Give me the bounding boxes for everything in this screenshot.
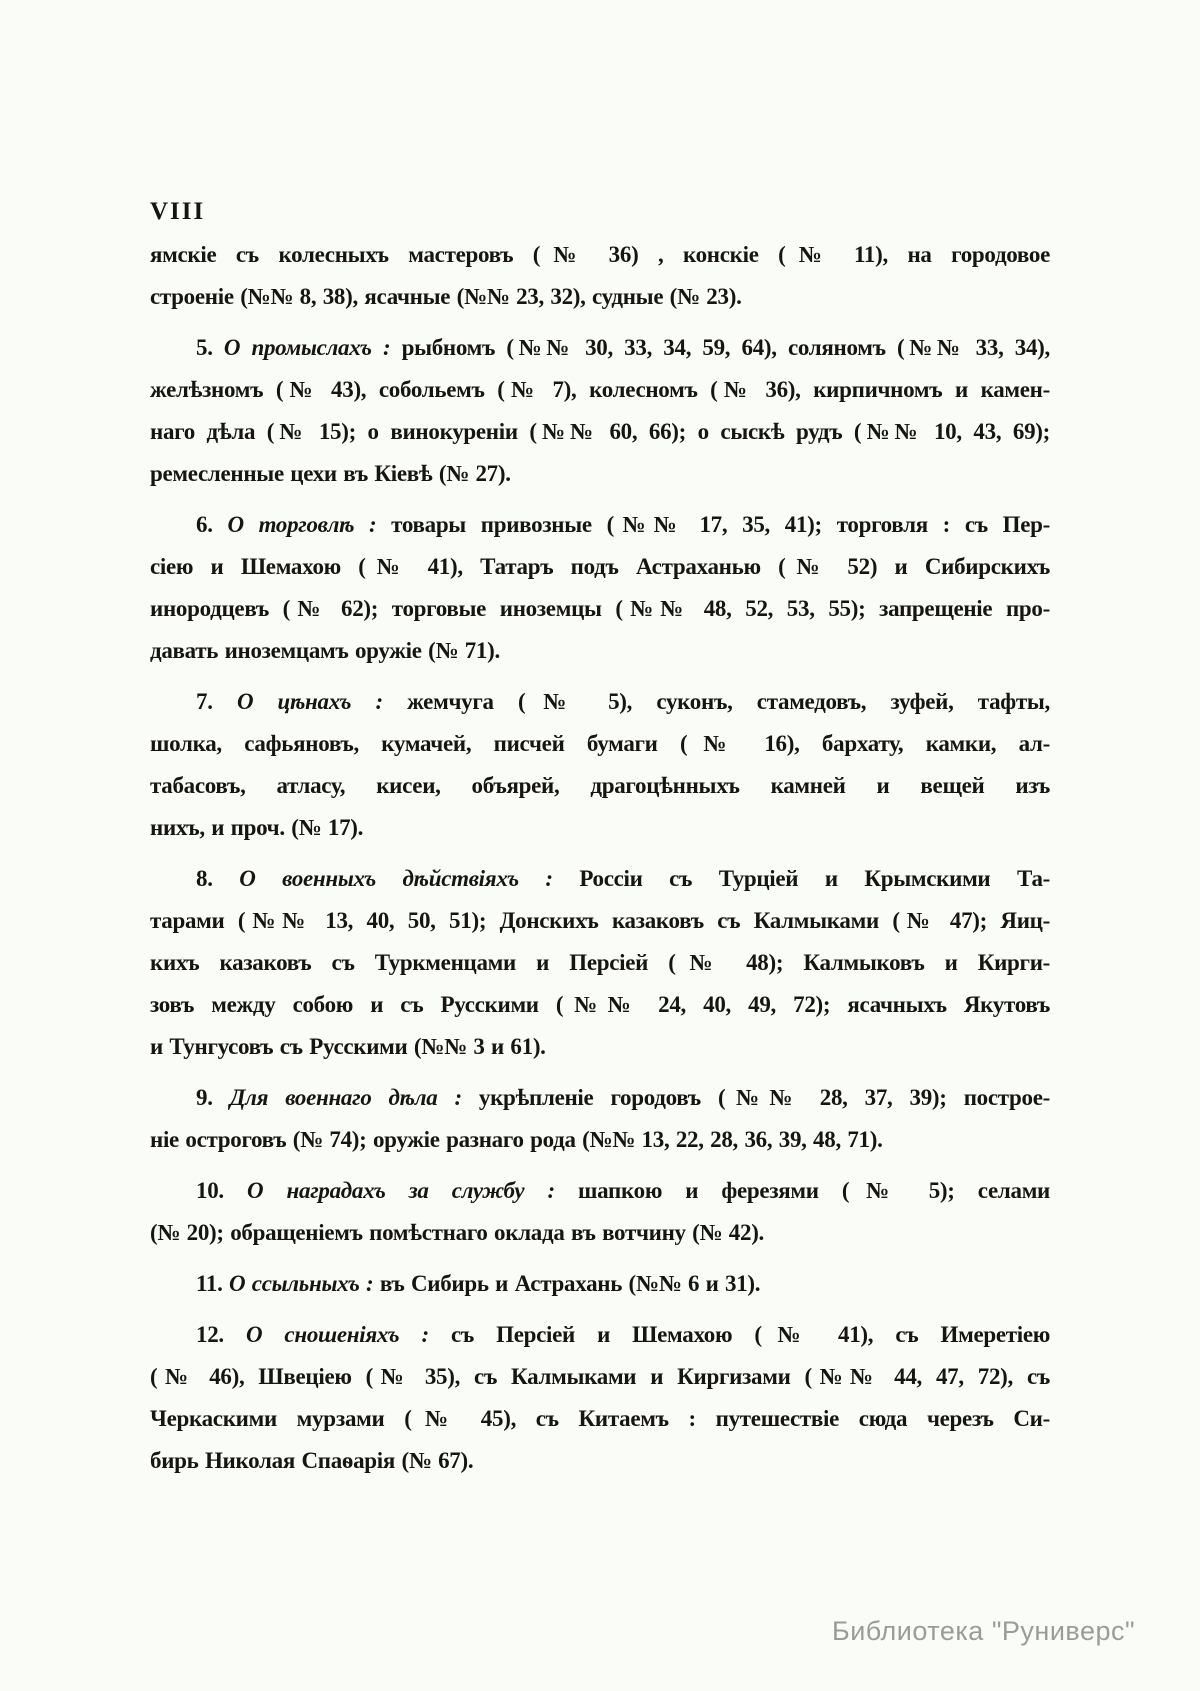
section-number: 8. — [196, 866, 213, 891]
paragraph-section-6 — [150, 504, 1050, 672]
text-line: нихъ, и проч. (№ 17). — [150, 815, 364, 840]
text-line: ремесленные цехи въ Кіевѣ (№ 27). — [150, 461, 511, 486]
section-text: укрѣпленіе городовъ (№№ 28, 37, 39); построе- — [478, 1085, 1050, 1110]
section-title: О промыслахъ : — [223, 335, 391, 360]
section-title: О торговлѣ : — [227, 512, 377, 537]
section-title: О военныхъ дѣйствіяхъ : — [239, 866, 553, 891]
page-number: VIII — [150, 198, 206, 225]
section-text: въ Сибирь и Астрахань (№№ 6 и 31). — [379, 1271, 761, 1296]
section-title: О сношеніяхъ : — [246, 1322, 429, 1347]
section-text: шапкою и ферезями (№ 5); селами — [578, 1178, 1051, 1203]
text-line: тарами (№№ 13, 40, 50, 51); Донскихъ казаковъ съ Калмыками (№ 47); Яиц- — [150, 908, 1050, 933]
text-line: желѣзномъ (№ 43), собольемъ (№ 7), колесномъ (№ 36), кирпичномъ и камен- — [150, 377, 1050, 402]
section-text: жемчуга (№ 5), суконъ, стамедовъ, зуфей, тафты, — [407, 689, 1051, 714]
library-watermark: Библиотека "Руниверс" — [832, 1616, 1136, 1646]
section-number: 9. — [196, 1085, 213, 1110]
text-line: Черкаскими мурзами (№ 45), съ Китаемъ : путешествіе сюда черезъ Си- — [150, 1406, 1050, 1431]
section-text: съ Персіей и Шемахою (№ 41), съ Имеретіею — [450, 1322, 1051, 1347]
section-first-line — [150, 858, 1050, 900]
section-number: 12. — [196, 1322, 224, 1347]
text-line: (№ 46), Швеціею (№ 35), съ Калмыками и Киргизами (№№ 44, 47, 72), съ — [150, 1364, 1050, 1389]
section-first-line — [150, 504, 1050, 546]
paragraph-section-8 — [150, 858, 1050, 1068]
text-line: (№ 20); обращеніемъ помѣстнаго оклада въ вотчину (№ 42). — [150, 1220, 765, 1245]
paragraph-section-7 — [150, 681, 1050, 849]
text-line: кихъ казаковъ съ Туркменцами и Персіей (№ 48); Калмыковъ и Кирги- — [150, 950, 1050, 975]
section-number: 10. — [196, 1178, 224, 1203]
text-line: давать иноземцамъ оружіе (№ 71). — [150, 638, 500, 663]
paragraph-section-10 — [150, 1170, 1050, 1254]
text-line: строеніе (№№ 8, 38), ясачные (№№ 23, 32), судные (№ 23). — [150, 284, 742, 309]
section-text: рыбномъ (№№ 30, 33, 34, 59, 64), соляномъ (№№ 33, 34), — [401, 335, 1050, 360]
section-first-line — [150, 327, 1050, 369]
paragraph-section-12 — [150, 1314, 1050, 1482]
section-first-line — [150, 1077, 1050, 1119]
section-number: 11. — [196, 1271, 223, 1296]
section-first-line — [150, 1263, 1050, 1305]
paragraph-section-11 — [150, 1263, 1050, 1305]
section-title: О цѣнахъ : — [236, 689, 383, 714]
section-number: 7. — [196, 689, 213, 714]
section-first-line — [150, 1314, 1050, 1356]
section-title: О ссыльныхъ : — [229, 1271, 374, 1296]
text-line: инородцевъ (№ 62); торговые иноземцы (№№ 48, 52, 53, 55); запрещеніе про- — [150, 596, 1050, 621]
section-text: Россіи съ Турціей и Крымскими Та- — [579, 866, 1051, 891]
section-number: 5. — [196, 335, 213, 360]
section-first-line — [150, 681, 1050, 723]
section-number: 6. — [196, 512, 213, 537]
paragraph-continuation — [150, 234, 1050, 318]
text-line: ніе остроговъ (№ 74); оружіе разнаго рода (№№ 13, 22, 28, 36, 39, 48, 71). — [150, 1127, 883, 1152]
text-line: наго дѣла (№ 15); о винокуреніи (№№ 60, 66); о сыскѣ рудъ (№№ 10, 43, 69); — [150, 419, 1050, 444]
text-line: шолка, сафьяновъ, кумачей, писчей бумаги (№ 16), бархату, камки, ал- — [150, 731, 1050, 756]
page-text-block — [150, 234, 1050, 1482]
text-line: табасовъ, атласу, кисеи, объярей, драгоцѣнныхъ камней и вещей изъ — [150, 773, 1050, 798]
text-line: ямскіе съ колесныхъ мастеровъ (№ 36) , конскіе (№ 11), на городовое — [150, 242, 1050, 267]
paragraph-section-5 — [150, 327, 1050, 495]
section-first-line — [150, 1170, 1050, 1212]
text-line: зовъ между собою и съ Русскими (№№ 24, 40, 49, 72); ясачныхъ Якутовъ — [150, 992, 1050, 1017]
paragraph-section-9 — [150, 1077, 1050, 1161]
section-title: Для военнаго дѣла : — [229, 1085, 462, 1110]
section-text: товары привозные (№№ 17, 35, 41); торговля : съ Пер- — [391, 512, 1051, 537]
text-line: и Тунгусовъ съ Русскими (№№ 3 и 61). — [150, 1034, 546, 1059]
section-title: О наградахъ за службу : — [247, 1178, 555, 1203]
text-line: сіею и Шемахою (№ 41), Татаръ подъ Астраханью (№ 52) и Сибирскихъ — [150, 554, 1050, 579]
text-line: бирь Николая Спаѳарія (№ 67). — [150, 1448, 474, 1473]
